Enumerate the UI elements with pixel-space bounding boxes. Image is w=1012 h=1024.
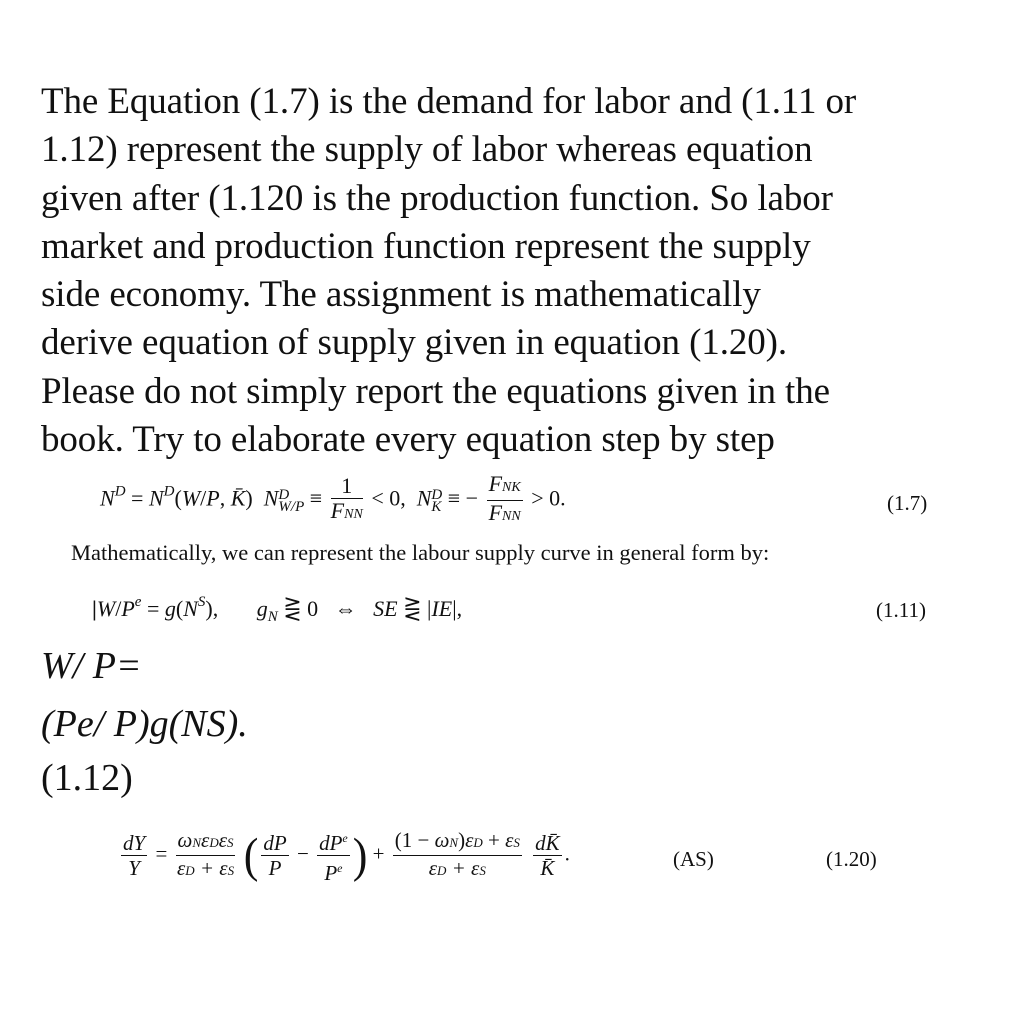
equation-number-1-20: (1.20)	[826, 847, 877, 871]
paragraph-line: Please do not simply report the equations given in the	[41, 370, 830, 412]
paragraph-line: side economy. The assignment is mathematically	[41, 274, 761, 316]
assignment-paragraph	[41, 78, 981, 464]
paragraph-line: book. Try to elaborate every equation step by step	[41, 419, 775, 461]
paragraph-line: market and production function represent the supply	[41, 225, 811, 267]
equation-1-12-number: (1.12)	[41, 757, 133, 799]
equation-1-12-line-2: (Pe/ P)g(NS).	[41, 703, 248, 745]
equation-number-1-11: (1.11)	[876, 598, 926, 622]
paragraph-line: The Equation (1.7) is the demand for labor and (1.11 or	[41, 81, 857, 122]
equation-1-7: $N^D = N^D(W/P$, K̄) N D W/P ≡ $\frac{1}{\text{FNN}}$ < 0, N D K ≡ − $\frac{\text{FNK}}{\text{FNN}}$ > 0.	[100, 471, 566, 525]
paragraph-line: given after (1.120 is the production function. So labor	[41, 177, 833, 219]
paragraph-line: derive equation of supply given in equation (1.20).	[41, 322, 788, 364]
equation-1-20: $\frac{dY}{Y}$ = $\frac{\text{ωNεDεS}}{\varepsilon D + \varepsilon S}$ ( $\frac{dP}{P}$ − $\frac{dP^e}{P^e}$ ) + $\frac{(1 - \omega N)\varepsilon D + \varepsilon S}{\varepsilon D + \varepsilon S}$ $\frac{dK̄}{K̄}$ .	[123, 828, 570, 885]
equation-number-1-7: (1.7)	[887, 491, 928, 515]
labour-supply-note: Mathematically, we can represent the labour supply curve in general form by:	[71, 540, 770, 565]
equation-1-11: $|W/P^e = g(N^S)$, $g_N$ ⋛ 0 ⇔ SE ⋛ |IE|,	[92, 594, 463, 625]
equation-1-12-line-1: W/ P=	[41, 645, 142, 687]
paragraph-line: 1.12) represent the supply of labor whereas equation	[41, 129, 813, 171]
equation-tag-as: (AS)	[673, 847, 714, 871]
